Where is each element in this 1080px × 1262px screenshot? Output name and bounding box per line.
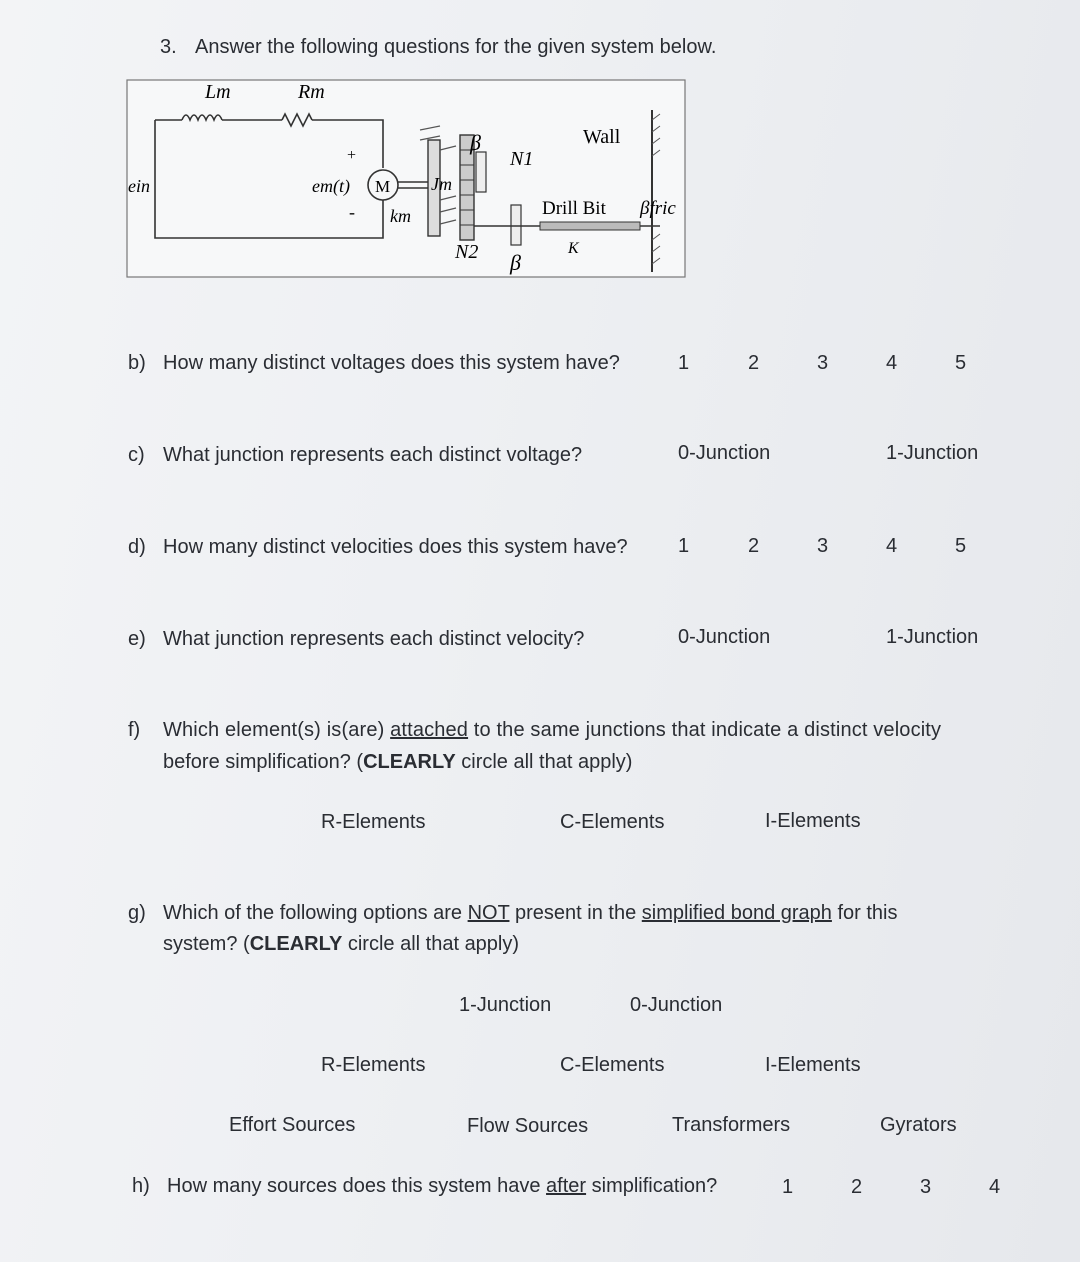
label-Rm: Rm [298, 81, 325, 103]
option-g-i-elements[interactable]: I-Elements [765, 1054, 861, 1076]
label-em: em(t) [312, 176, 350, 196]
bearing-top [476, 152, 486, 192]
option-g-1-junction[interactable]: 1-Junction [459, 994, 552, 1016]
label-N1: N1 [510, 148, 534, 170]
option-e-1-junction[interactable]: 1-Junction [886, 626, 979, 648]
label-plus: + [347, 147, 357, 164]
option-d-3[interactable]: 3 [817, 535, 829, 557]
option-c-1-junction[interactable]: 1-Junction [886, 442, 979, 464]
option-h-4[interactable]: 4 [989, 1176, 1001, 1198]
label-beta-bottom: β [510, 250, 521, 275]
question-f-line2-pre: before simplification? ( [163, 751, 364, 773]
question-number: 3. [160, 36, 177, 58]
option-g-c-elements[interactable]: C-Elements [560, 1054, 665, 1076]
drill-bit [540, 222, 640, 230]
question-g-line2 [163, 932, 519, 956]
question-g-line1-simplified: simplified bond graph [641, 902, 832, 924]
option-g-0-junction[interactable]: 0-Junction [630, 994, 723, 1016]
option-g-effort-sources[interactable]: Effort Sources [229, 1114, 356, 1136]
label-N2: N2 [455, 241, 479, 263]
question-g-line1 [163, 901, 897, 925]
question-h-after: after [546, 1175, 587, 1197]
option-f-c-elements[interactable]: C-Elements [560, 811, 665, 833]
option-d-1[interactable]: 1 [678, 535, 690, 557]
label-ein: ein [128, 176, 150, 196]
label-km: km [390, 206, 411, 226]
label-drill-bit: Drill Bit [542, 198, 606, 219]
label-motor: M [375, 177, 391, 196]
question-g-line1-mid: present in the [509, 902, 642, 924]
question-b-text: How many distinct voltages does this system have? [163, 352, 620, 374]
bearing-bottom [511, 205, 521, 245]
question-f-line1-underlined: attached [390, 719, 469, 741]
question-h-text [167, 1174, 717, 1198]
question-d-label: d) [128, 536, 146, 558]
question-e-text: What junction represents each distinct velocity? [163, 628, 585, 650]
question-f-label: f) [128, 719, 141, 741]
question-d-text: How many distinct velocities does this system have? [163, 536, 628, 558]
option-b-4[interactable]: 4 [886, 352, 898, 374]
label-wall: Wall [583, 126, 621, 148]
question-h-pre: How many sources does this system have [167, 1175, 547, 1197]
question-g-line1-pre: Which of the following options are [163, 902, 468, 924]
option-d-2[interactable]: 2 [748, 535, 760, 557]
question-c-text: What junction represents each distinct voltage? [163, 444, 583, 466]
question-f-line2-post: circle all that apply) [455, 751, 633, 773]
option-g-transformers[interactable]: Transformers [672, 1114, 791, 1136]
option-h-2[interactable]: 2 [851, 1176, 863, 1198]
label-minus: - [349, 202, 355, 222]
label-beta-fric: βfric [640, 198, 676, 219]
question-h-label: h) [132, 1175, 150, 1197]
option-h-3[interactable]: 3 [920, 1176, 932, 1198]
option-g-r-elements[interactable]: R-Elements [321, 1054, 426, 1076]
label-K: K [568, 240, 579, 257]
option-g-flow-sources[interactable]: Flow Sources [467, 1115, 589, 1137]
question-prompt: Answer the following questions for the given system below. [195, 36, 717, 58]
question-b-label: b) [128, 352, 146, 374]
diagram-frame [127, 80, 685, 277]
question-f-line1-post: to the same junctions that indicate a distinct velocity [468, 719, 942, 741]
label-Lm: Lm [205, 81, 231, 103]
label-Jm: Jm [431, 174, 452, 194]
question-f-line2-bold: CLEARLY [363, 751, 456, 773]
question-g-line2-bold: CLEARLY [249, 933, 343, 955]
option-g-gyrators[interactable]: Gyrators [880, 1114, 957, 1136]
question-g-line1-not: NOT [467, 902, 510, 924]
option-b-1[interactable]: 1 [678, 352, 690, 374]
option-h-1[interactable]: 1 [782, 1176, 794, 1198]
option-d-4[interactable]: 4 [886, 535, 898, 557]
option-f-r-elements[interactable]: R-Elements [321, 811, 426, 833]
option-b-3[interactable]: 3 [817, 352, 829, 374]
question-h-post: simplification? [586, 1175, 718, 1197]
option-b-2[interactable]: 2 [748, 352, 760, 374]
option-c-0-junction[interactable]: 0-Junction [678, 442, 771, 464]
question-g-label: g) [128, 902, 146, 924]
option-f-i-elements[interactable]: I-Elements [765, 810, 861, 832]
question-f-line1 [163, 718, 941, 742]
question-g-line2-post: circle all that apply) [342, 933, 520, 955]
label-beta-top: β [470, 130, 481, 155]
system-diagram [0, 0, 1080, 300]
question-e-label: e) [128, 628, 146, 650]
option-b-5[interactable]: 5 [955, 352, 967, 374]
option-e-0-junction[interactable]: 0-Junction [678, 626, 771, 648]
question-g-line2-pre: system? ( [163, 933, 250, 955]
question-g-line1-post: for this [831, 902, 898, 924]
question-c-label: c) [128, 444, 145, 466]
question-f-line2 [163, 750, 632, 774]
question-f-line1-pre: Which element(s) is(are) [163, 719, 391, 741]
option-d-5[interactable]: 5 [955, 535, 967, 557]
